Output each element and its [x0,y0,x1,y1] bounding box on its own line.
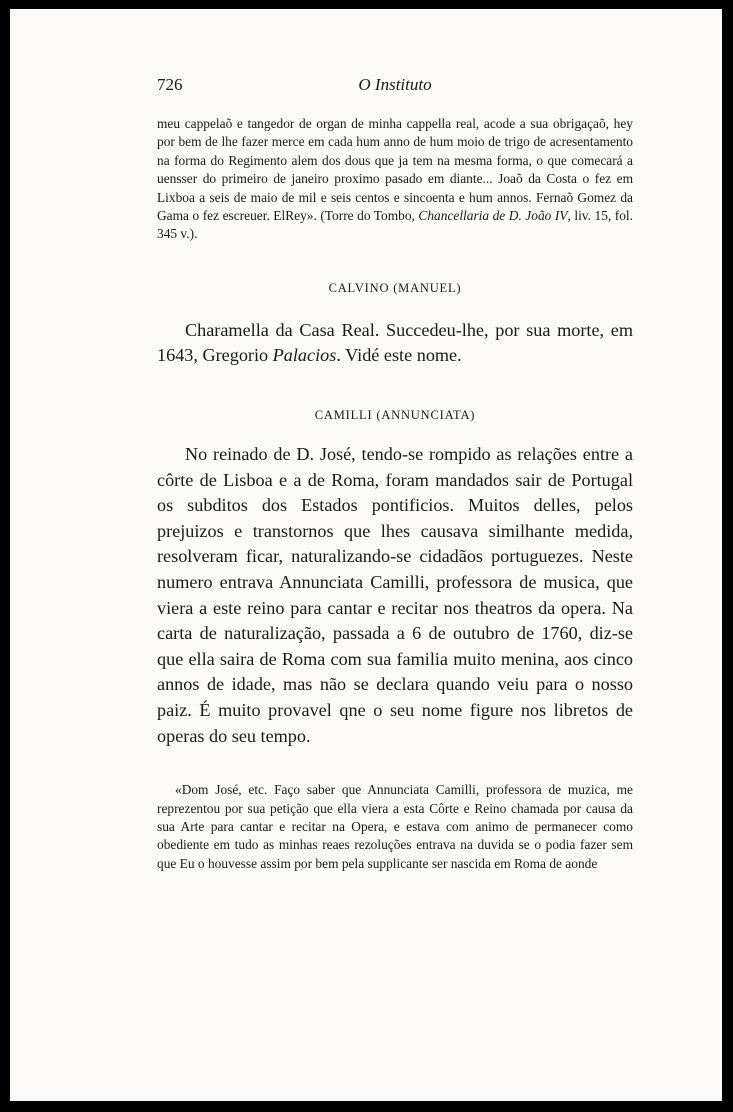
entry-text-camilli: No reinado de D. José, tendo-se rompido as relações entre a côrte de Lisboa e a de Roma, foram mandados sair de Portugal os subditos dos Estados pontificios. Muitos delles, pelos prejuizos e transtornos que lhes causava similhante medida, resolveram ficar, naturalizando-se cidadãos portuguezes. Neste numero entrava Annunciata Camilli, professora de musica, que viera a este reino para cantar e recitar nos theatros da opera. Na carta de naturalização, passada a 6 de outubro de 1760, diz-se que ella saira de Roma com sua familia muito menina, aos cinco annos de idade, mas não se declara quando veiu para o nosso paiz. É muito provavel qne o seu nome figure nos libretos de operas do seu tempo. [157,444,633,746]
running-title: O Instituto [358,75,432,94]
continued-document-paragraph [157,115,633,244]
chancellaria-reference: Chancellaria de D. João IV [418,208,568,224]
book-page [10,9,722,1101]
page-header [157,75,633,99]
entry-heading-calvino: CALVINO (MANUEL) [328,280,462,295]
naturalization-letter-quote: «Dom José, etc. Faço saber que Annunciata Camilli, professora de muzica, me reprezentou por sua petição que ella viera a esta Côrte e Reino chamada por causa da sua Arte para cantar e recitar na Opera, e estava com animo de permanecer como obediente em tudo as minhas reaes rezoluções entrava na duvida se o podia fazer sem que Eu o houvesse assim por bem pela supplicante ser nascida em Roma de aonde [157,782,633,871]
citation-tail: , liv. 15, fol. 345 v.). [157,208,633,242]
palacios-name: Palacios [272,345,337,366]
page-content [157,75,633,873]
entry-heading-camilli: CAMILLI (ANNUNCIATA) [314,408,476,423]
continued-text: meu cappelaõ e tangedor de organ de minha cappella real, acode a sua obrigaçaõ, hey por bem de lhe fazer merce em cada hum anno de hum moio de trigo de acresentamento na forma do Regimento alem dos dous que ja tem na mesma forma, o que comecará a uensser do primeiro de janeiro proximo pasado em diante... Joaõ da Costa o fez em Lixboa a seis de maio de mil e seis centos e sincoenta e hum annos. Fernaõ Gomez da Gama o fez escreuer. ElRey». (Torre do Tombo, [157,116,633,224]
entry-text-calvino [157,318,633,369]
calvino-text: Charamella da Casa Real. Succedeu-lhe, por sua morte, em 1643, Gregorio [157,319,633,366]
calvino-text-end: . Vidé este nome. [336,345,462,366]
page-number: 726 [157,75,183,94]
